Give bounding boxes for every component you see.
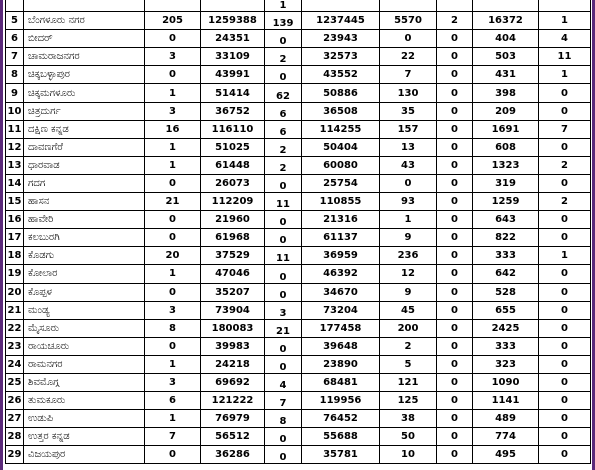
cell-c3: 35207 [201, 283, 265, 301]
cell-c5: 36508 [302, 102, 380, 120]
cell-c7: 0 [437, 84, 473, 102]
table-row [6, 247, 591, 265]
cell-c9: 4 [539, 30, 591, 48]
cell-c7: 0 [437, 301, 473, 319]
cell-c4: 139 [265, 12, 302, 30]
cell-c6: 50 [380, 428, 437, 446]
cell-c8: 608 [473, 138, 539, 156]
cell-c9: 0 [539, 319, 591, 337]
cell-c5: 1237445 [302, 12, 380, 30]
table-row [6, 392, 591, 410]
cell-c5: 55688 [302, 428, 380, 446]
cell-sl-no: 13 [6, 156, 24, 174]
cell-district: ಚಾಮರಾಜನಗರ [24, 48, 145, 66]
district-cases-table [5, 0, 591, 464]
table-row [6, 265, 591, 283]
cell-c3: 61448 [201, 156, 265, 174]
cell-district: ಚಿಕ್ಕಬಳ್ಳಾಪುರ [24, 66, 145, 84]
cell-sl-no: 10 [6, 102, 24, 120]
cell-c9: 0 [539, 392, 591, 410]
cell-c8: 1141 [473, 392, 539, 410]
cell-c8: 333 [473, 247, 539, 265]
cell-c8: 431 [473, 66, 539, 84]
cell-c7: 0 [437, 229, 473, 247]
cell-c5: 32573 [302, 48, 380, 66]
cell-c8: 16372 [473, 12, 539, 30]
table-row [6, 84, 591, 102]
table-row [6, 120, 591, 138]
cell-district: ರಾಯಚೂರು [24, 337, 145, 355]
table-row [6, 283, 591, 301]
cell-c7: 0 [437, 355, 473, 373]
cell-c8: 643 [473, 211, 539, 229]
cell-c9: 0 [539, 265, 591, 283]
cell-c8: 503 [473, 48, 539, 66]
table-row [6, 174, 591, 192]
cell-district: ಮೈಸೂರು [24, 319, 145, 337]
table-row [6, 12, 591, 30]
cell-c5: 61137 [302, 229, 380, 247]
cell-c6: 22 [380, 48, 437, 66]
cell-sl-no: 23 [6, 337, 24, 355]
cell-c4: 11 [265, 193, 302, 211]
cell-c3: 69692 [201, 373, 265, 391]
cell-district: ಚಿಕ್ಕಮಗಳೂರು [24, 84, 145, 102]
cell-c2: 0 [145, 174, 201, 192]
cell-c2: 0 [145, 229, 201, 247]
cell-sl-no: 20 [6, 283, 24, 301]
cell-c4: 4 [265, 373, 302, 391]
cell-sl-no: 11 [6, 120, 24, 138]
cell-col4: 1 [265, 0, 302, 12]
cell-sl-no: 15 [6, 193, 24, 211]
cell-c3: 76979 [201, 410, 265, 428]
cell-c3: 56512 [201, 428, 265, 446]
cell-c5: 39648 [302, 337, 380, 355]
cell-c9: 0 [539, 373, 591, 391]
cell-c3: 121222 [201, 392, 265, 410]
cell-district: ಉಡುಪಿ [24, 410, 145, 428]
cell-district: ಕೊಪ್ಪಳ [24, 283, 145, 301]
cell-c6: 45 [380, 301, 437, 319]
cell-c9: 7 [539, 120, 591, 138]
cell-c3: 36286 [201, 446, 265, 464]
cell-c5: 68481 [302, 373, 380, 391]
cell-district: ರಾಮನಗರ [24, 355, 145, 373]
cell-c8: 404 [473, 30, 539, 48]
cell-c9: 0 [539, 229, 591, 247]
cell-sl-no: 6 [6, 30, 24, 48]
cell-c4: 11 [265, 247, 302, 265]
cell-c5: 23890 [302, 355, 380, 373]
cell-c3: 1259388 [201, 12, 265, 30]
cell-c6: 157 [380, 120, 437, 138]
cell-c9: 0 [539, 301, 591, 319]
cell-c7: 0 [437, 410, 473, 428]
cell-sl-no: 7 [6, 48, 24, 66]
cell-c7: 0 [437, 138, 473, 156]
cell-district: ಉತ್ತರ ಕನ್ನಡ [24, 428, 145, 446]
cell-c2: 16 [145, 120, 201, 138]
cell-c8: 495 [473, 446, 539, 464]
cell-c2: 0 [145, 211, 201, 229]
cell-sl-no: 28 [6, 428, 24, 446]
cell-c5: 25754 [302, 174, 380, 192]
cell-c7: 0 [437, 392, 473, 410]
cell-district: ಹಾಸನ [24, 193, 145, 211]
cell-c2: 6 [145, 392, 201, 410]
cell-c8: 398 [473, 84, 539, 102]
cell-c4: 0 [265, 283, 302, 301]
cell-c4: 21 [265, 319, 302, 337]
cell-c9: 2 [539, 156, 591, 174]
cell-c4: 0 [265, 428, 302, 446]
cell-c7: 0 [437, 428, 473, 446]
table-row [6, 428, 591, 446]
page-accent-bar-left [0, 0, 3, 470]
cell-c8: 333 [473, 337, 539, 355]
cell-sl-no: 14 [6, 174, 24, 192]
cell-sl-no: 5 [6, 12, 24, 30]
cell-c4: 62 [265, 84, 302, 102]
cell-c6: 0 [380, 30, 437, 48]
cell-c3: 24218 [201, 355, 265, 373]
cell-c4: 0 [265, 355, 302, 373]
cell-c2: 0 [145, 446, 201, 464]
cell-c2: 1 [145, 84, 201, 102]
cell-c6: 93 [380, 193, 437, 211]
cell-c7: 0 [437, 48, 473, 66]
table-row [6, 156, 591, 174]
cell-c4: 0 [265, 174, 302, 192]
cell-c5: 119956 [302, 392, 380, 410]
cell-c3: 180083 [201, 319, 265, 337]
cell-c6: 35 [380, 102, 437, 120]
cell-c7: 0 [437, 66, 473, 84]
cell-c6: 2 [380, 337, 437, 355]
cell-c4: 7 [265, 392, 302, 410]
cell-c5: 35781 [302, 446, 380, 464]
cell-c3: 51025 [201, 138, 265, 156]
cell-c9: 0 [539, 428, 591, 446]
cell-sl-no: 21 [6, 301, 24, 319]
cell-district: ವಿಜಯಪುರ [24, 446, 145, 464]
cell-c2: 1 [145, 156, 201, 174]
cell-c6: 125 [380, 392, 437, 410]
cell-c9: 1 [539, 12, 591, 30]
cell-district: ಬೆಂಗಳೂರು ನಗರ [24, 12, 145, 30]
table-row [6, 229, 591, 247]
cell-district: ಕಲಬುರಗಿ [24, 229, 145, 247]
cell-c6: 7 [380, 66, 437, 84]
cell-c9: 11 [539, 48, 591, 66]
cell-c8: 1691 [473, 120, 539, 138]
cell-district: ದಕ್ಷಿಣ ಕನ್ನಡ [24, 120, 145, 138]
cell-c3: 39983 [201, 337, 265, 355]
cell-c6: 5570 [380, 12, 437, 30]
cell-sl-no: 18 [6, 247, 24, 265]
cell-c9: 1 [539, 247, 591, 265]
cell-c7: 0 [437, 265, 473, 283]
cell-c3: 116110 [201, 120, 265, 138]
cell-district: ತುಮಕೂರು [24, 392, 145, 410]
cell-c4: 0 [265, 66, 302, 84]
cell-c8: 774 [473, 428, 539, 446]
cell-c5: 110855 [302, 193, 380, 211]
cell-c6: 236 [380, 247, 437, 265]
cell-c6: 38 [380, 410, 437, 428]
cell-c5: 46392 [302, 265, 380, 283]
cell-c7: 0 [437, 193, 473, 211]
cell-c4: 0 [265, 30, 302, 48]
cell-c5: 23943 [302, 30, 380, 48]
table-row [6, 48, 591, 66]
cell-c7: 0 [437, 120, 473, 138]
cell-c3: 36752 [201, 102, 265, 120]
cell-district: ದಾವಣಗೆರೆ [24, 138, 145, 156]
cell-district: ಬೀದರ್ [24, 30, 145, 48]
cell-sl-no: 26 [6, 392, 24, 410]
cell-c2: 0 [145, 30, 201, 48]
cell-district: ಚಿತ್ರದುರ್ಗ [24, 102, 145, 120]
cell-c3: 21960 [201, 211, 265, 229]
cell-c2: 21 [145, 193, 201, 211]
cell-c4: 2 [265, 138, 302, 156]
cell-c6: 12 [380, 265, 437, 283]
cell-c5: 50404 [302, 138, 380, 156]
cell-c2: 3 [145, 301, 201, 319]
cell-c6: 10 [380, 446, 437, 464]
table-row [6, 193, 591, 211]
cell-c7: 0 [437, 211, 473, 229]
cell-c2: 0 [145, 283, 201, 301]
cell-c9: 0 [539, 174, 591, 192]
cell-c2: 3 [145, 373, 201, 391]
cell-c9: 0 [539, 410, 591, 428]
cell-c2: 8 [145, 319, 201, 337]
table-row [6, 102, 591, 120]
cell-c7: 0 [437, 102, 473, 120]
cell-c6: 130 [380, 84, 437, 102]
cell-c3: 24351 [201, 30, 265, 48]
cell-district: ಶಿವಮೊಗ್ಗ [24, 373, 145, 391]
cell-c2: 205 [145, 12, 201, 30]
cell-sl-no: 22 [6, 319, 24, 337]
cell-c4: 3 [265, 301, 302, 319]
cell-sl-no: 19 [6, 265, 24, 283]
cell-c6: 9 [380, 283, 437, 301]
cell-c8: 1323 [473, 156, 539, 174]
cell-sl-no: 27 [6, 410, 24, 428]
cell-c4: 6 [265, 120, 302, 138]
table-row [6, 410, 591, 428]
table-row [6, 211, 591, 229]
cell-c6: 13 [380, 138, 437, 156]
cell-c2: 7 [145, 428, 201, 446]
cell-c4: 8 [265, 410, 302, 428]
cell-c3: 37529 [201, 247, 265, 265]
cell-sl-no: 25 [6, 373, 24, 391]
cell-district: ಕೋಲಾರ [24, 265, 145, 283]
cell-c4: 0 [265, 446, 302, 464]
cell-c4: 2 [265, 48, 302, 66]
cell-c5: 21316 [302, 211, 380, 229]
cell-c5: 50886 [302, 84, 380, 102]
cell-c7: 0 [437, 446, 473, 464]
table-row [6, 66, 591, 84]
cell-c7: 0 [437, 156, 473, 174]
cell-sl-no: 29 [6, 446, 24, 464]
cell-sl-no: 8 [6, 66, 24, 84]
table-row [6, 319, 591, 337]
cell-c2: 1 [145, 410, 201, 428]
cell-c2: 3 [145, 48, 201, 66]
cell-district: ಕೊಡಗು [24, 247, 145, 265]
cell-c8: 2425 [473, 319, 539, 337]
cell-c6: 200 [380, 319, 437, 337]
cell-c7: 2 [437, 12, 473, 30]
table-row-partial [6, 0, 591, 12]
cell-c8: 489 [473, 410, 539, 428]
cell-c3: 51414 [201, 84, 265, 102]
table-row [6, 373, 591, 391]
cell-c5: 73204 [302, 301, 380, 319]
cell-c8: 642 [473, 265, 539, 283]
cell-c9: 0 [539, 283, 591, 301]
cell-sl-no: 17 [6, 229, 24, 247]
cell-c4: 0 [265, 211, 302, 229]
cell-c7: 0 [437, 247, 473, 265]
table-row [6, 446, 591, 464]
cell-c2: 3 [145, 102, 201, 120]
cell-c6: 1 [380, 211, 437, 229]
table-row [6, 337, 591, 355]
cell-c5: 114255 [302, 120, 380, 138]
cell-c4: 0 [265, 229, 302, 247]
cell-c6: 43 [380, 156, 437, 174]
cell-c2: 1 [145, 265, 201, 283]
cell-c3: 33109 [201, 48, 265, 66]
cell-district: ಗದಗ [24, 174, 145, 192]
cell-c4: 0 [265, 337, 302, 355]
cell-c3: 112209 [201, 193, 265, 211]
cell-c5: 60080 [302, 156, 380, 174]
cell-c4: 2 [265, 156, 302, 174]
cell-c5: 36959 [302, 247, 380, 265]
cell-c7: 0 [437, 373, 473, 391]
cell-c3: 73904 [201, 301, 265, 319]
cell-c9: 2 [539, 193, 591, 211]
table-row [6, 301, 591, 319]
cell-c2: 1 [145, 355, 201, 373]
cell-district: ಮಂಡ್ಯ [24, 301, 145, 319]
cell-c9: 0 [539, 355, 591, 373]
cell-c2: 1 [145, 138, 201, 156]
cell-c8: 1259 [473, 193, 539, 211]
cell-c2: 0 [145, 66, 201, 84]
cell-c8: 1090 [473, 373, 539, 391]
cell-c5: 43552 [302, 66, 380, 84]
cell-c9: 1 [539, 66, 591, 84]
cell-sl-no: 9 [6, 84, 24, 102]
cell-c4: 0 [265, 265, 302, 283]
cell-c9: 0 [539, 138, 591, 156]
table-row [6, 355, 591, 373]
cell-c7: 0 [437, 283, 473, 301]
cell-c7: 0 [437, 319, 473, 337]
cell-c2: 20 [145, 247, 201, 265]
cell-c9: 0 [539, 337, 591, 355]
cell-district: ಹಾವೇರಿ [24, 211, 145, 229]
cell-c7: 0 [437, 30, 473, 48]
cell-c6: 5 [380, 355, 437, 373]
cell-c3: 43991 [201, 66, 265, 84]
cell-c3: 26073 [201, 174, 265, 192]
cell-c2: 0 [145, 337, 201, 355]
cell-c9: 0 [539, 84, 591, 102]
cell-c7: 0 [437, 174, 473, 192]
cell-c5: 34670 [302, 283, 380, 301]
cell-sl-no: 24 [6, 355, 24, 373]
cell-c3: 61968 [201, 229, 265, 247]
cell-c6: 121 [380, 373, 437, 391]
table-row [6, 30, 591, 48]
cell-c3: 47046 [201, 265, 265, 283]
cell-c8: 323 [473, 355, 539, 373]
cell-c9: 0 [539, 211, 591, 229]
cell-c9: 0 [539, 102, 591, 120]
cell-c5: 177458 [302, 319, 380, 337]
cell-c4: 6 [265, 102, 302, 120]
cell-c8: 528 [473, 283, 539, 301]
cell-district: ಧಾರವಾಡ [24, 156, 145, 174]
cell-sl-no: 12 [6, 138, 24, 156]
cell-c8: 822 [473, 229, 539, 247]
cell-c8: 655 [473, 301, 539, 319]
cell-c8: 209 [473, 102, 539, 120]
cell-c5: 76452 [302, 410, 380, 428]
cell-c7: 0 [437, 337, 473, 355]
cell-c6: 9 [380, 229, 437, 247]
cell-c6: 0 [380, 174, 437, 192]
cell-c9: 0 [539, 446, 591, 464]
cell-c8: 319 [473, 174, 539, 192]
cell-sl-no: 16 [6, 211, 24, 229]
table-row [6, 138, 591, 156]
